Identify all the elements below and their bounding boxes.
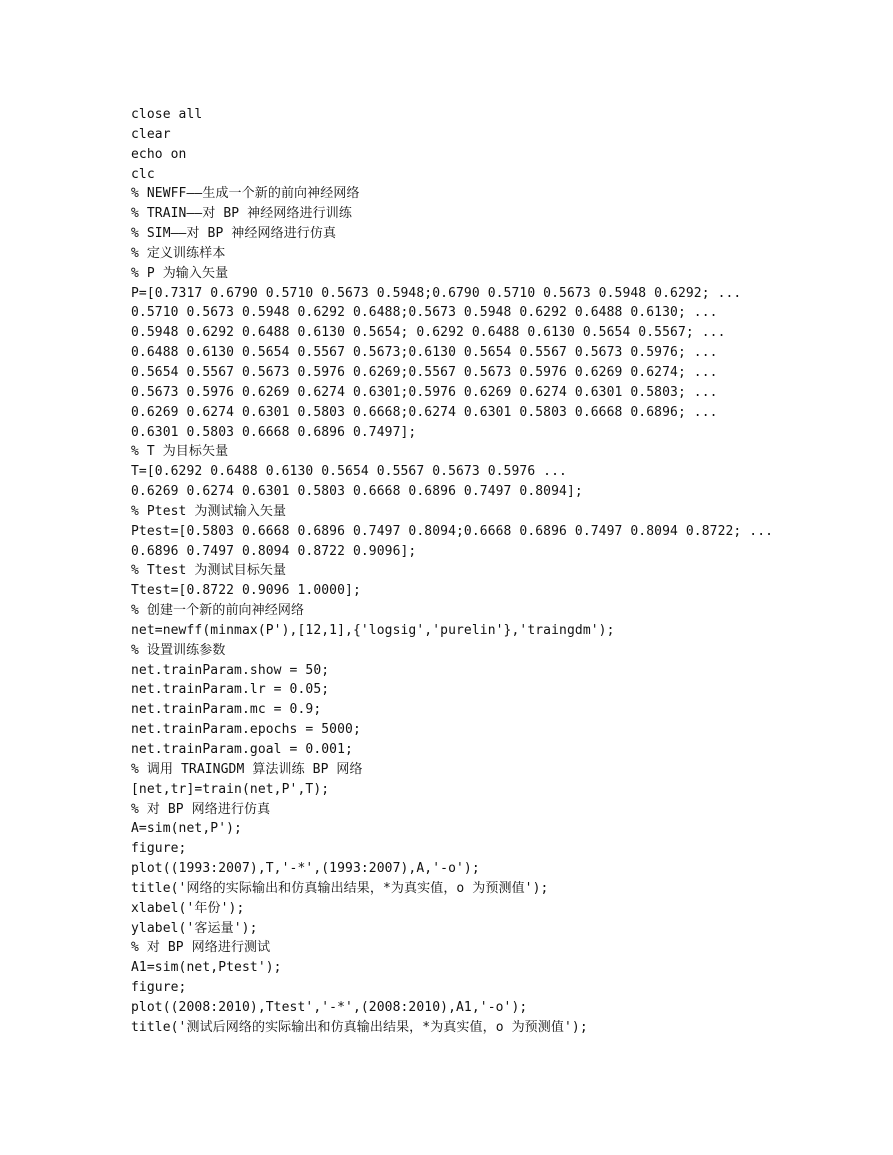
code-line: 0.5654 0.5567 0.5673 0.5976 0.6269;0.5567 0.5673 0.5976 0.6269 0.6274; ...: [131, 364, 718, 380]
code-line: 0.6896 0.7497 0.8094 0.8722 0.9096];: [131, 543, 417, 559]
code-comment-line: % 调用 TRAINGDM 算法训练 BP 网络: [131, 761, 363, 777]
code-line: clc: [131, 166, 155, 182]
code-line: plot((1993:2007),T,'-*',(1993:2007),A,'-o');: [131, 861, 480, 877]
code-line: 0.6488 0.6130 0.5654 0.5567 0.5673;0.6130 0.5654 0.5567 0.5673 0.5976; ...: [131, 345, 718, 361]
code-line: xlabel('年份');: [131, 900, 245, 916]
code-line: clear: [131, 126, 171, 142]
code-line: net.trainParam.epochs = 5000;: [131, 722, 361, 738]
code-line: net.trainParam.goal = 0.001;: [131, 742, 353, 757]
code-line: 0.6269 0.6274 0.6301 0.5803 0.6668 0.6896 0.7497 0.8094];: [131, 484, 583, 500]
code-comment-line: % TRAIN——对 BP 神经网络进行训练: [131, 206, 352, 222]
code-comment-line: % 创建一个新的前向神经网络: [131, 603, 305, 619]
code-line: net=newff(minmax(P'),[12,1],{'logsig','purelin'},'traingdm');: [131, 622, 615, 638]
code-line: title('网络的实际输出和仿真输出结果，*为真实值，o 为预测值');: [131, 880, 549, 896]
code-line: [net,tr]=train(net,P',T);: [131, 781, 330, 797]
code-line: T=[0.6292 0.6488 0.6130 0.5654 0.5567 0.5673 0.5976 ...: [131, 464, 567, 480]
code-line: 0.5948 0.6292 0.6488 0.6130 0.5654; 0.6292 0.6488 0.6130 0.5654 0.5567; ...: [131, 325, 726, 341]
code-line: plot((2008:2010),Ttest','-*',(2008:2010),A1,'-o');: [131, 999, 528, 1015]
code-line: A=sim(net,P');: [131, 821, 242, 837]
code-line: 0.6301 0.5803 0.6668 0.6896 0.7497];: [131, 424, 417, 440]
code-line: P=[0.7317 0.6790 0.5710 0.5673 0.5948;0.6790 0.5710 0.5673 0.5948 0.6292; ...: [131, 285, 742, 301]
code-line: Ptest=[0.5803 0.6668 0.6896 0.7497 0.8094;0.6668 0.6896 0.7497 0.8094 0.8722; ...: [131, 523, 774, 539]
code-comment-line: % Ttest 为测试目标矢量: [131, 563, 287, 579]
code-comment-line: % T 为目标矢量: [131, 444, 229, 460]
code-line: close all: [131, 107, 203, 122]
code-line: echo on: [131, 146, 187, 162]
code-line: 0.5710 0.5673 0.5948 0.6292 0.6488;0.5673 0.5948 0.6292 0.6488 0.6130; ...: [131, 305, 718, 321]
code-line: title('测试后网络的实际输出和仿真输出结果，*为真实值，o 为预测值');: [131, 1019, 588, 1035]
code-line: 0.5673 0.5976 0.6269 0.6274 0.6301;0.5976 0.6269 0.6274 0.6301 0.5803; ...: [131, 384, 718, 400]
code-line: Ttest=[0.8722 0.9096 1.0000];: [131, 583, 361, 599]
matlab-code-block: [131, 105, 871, 1038]
code-line: net.trainParam.lr = 0.05;: [131, 682, 330, 698]
code-line: net.trainParam.mc = 0.9;: [131, 702, 322, 718]
code-comment-line: % NEWFF——生成一个新的前向神经网络: [131, 186, 360, 202]
code-comment-line: % 设置训练参数: [131, 642, 226, 658]
code-line: figure;: [131, 980, 187, 996]
code-comment-line: % SIM——对 BP 神经网络进行仿真: [131, 226, 337, 242]
code-comment-line: % Ptest 为测试输入矢量: [131, 503, 287, 519]
code-comment-line: % P 为输入矢量: [131, 265, 229, 281]
code-line: ylabel('客运量');: [131, 920, 258, 936]
code-line: figure;: [131, 841, 187, 857]
code-line: net.trainParam.show = 50;: [131, 662, 330, 678]
code-comment-line: % 对 BP 网络进行仿真: [131, 801, 271, 817]
code-comment-line: % 定义训练样本: [131, 245, 226, 261]
code-line: 0.6269 0.6274 0.6301 0.5803 0.6668;0.6274 0.6301 0.5803 0.6668 0.6896; ...: [131, 404, 718, 420]
code-comment-line: % 对 BP 网络进行测试: [131, 940, 271, 956]
code-line: A1=sim(net,Ptest');: [131, 960, 282, 976]
